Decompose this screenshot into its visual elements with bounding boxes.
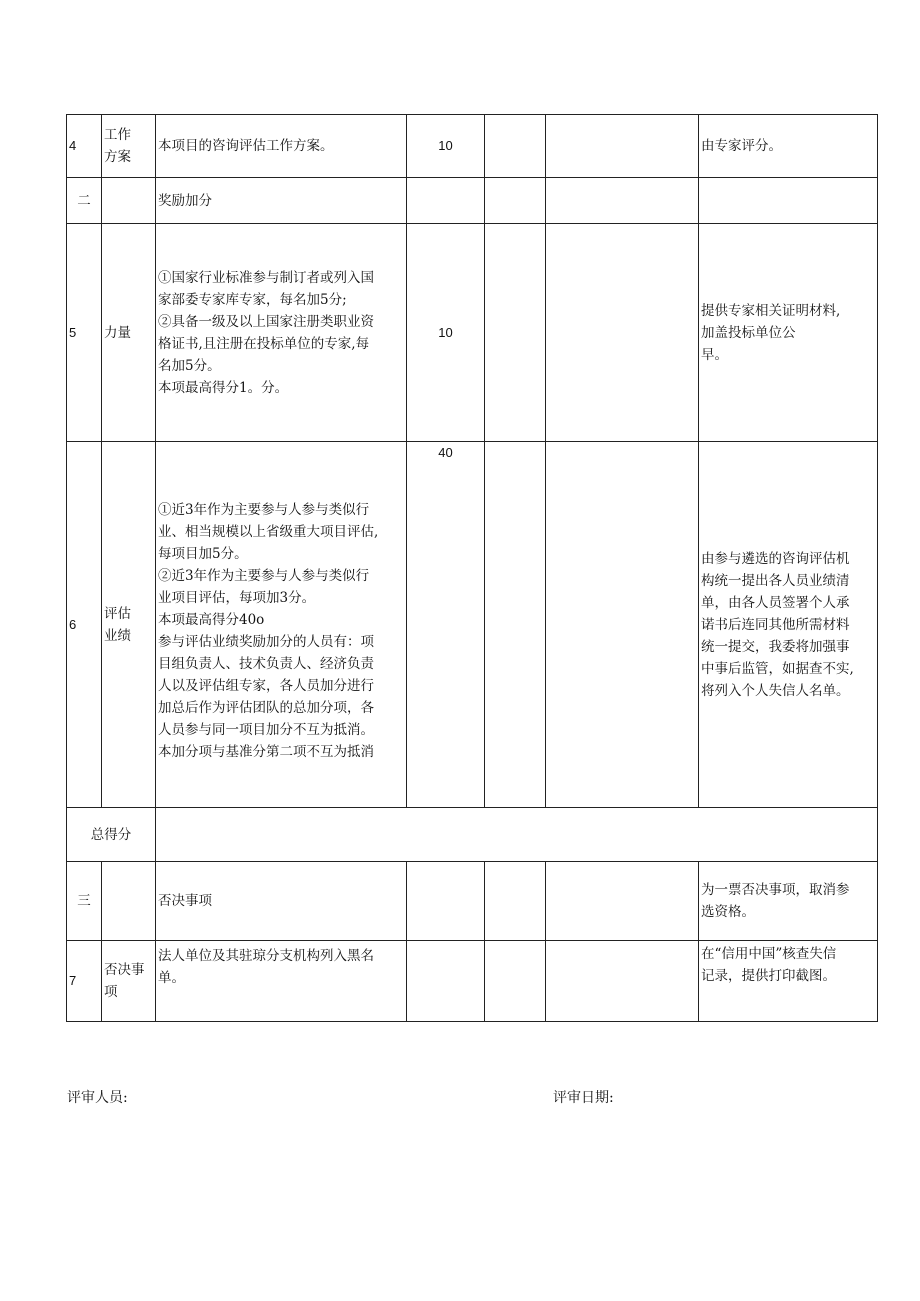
content-cell [156, 941, 407, 1022]
blank-cell [485, 115, 546, 178]
item-line: 方案 [104, 149, 131, 165]
table-row [67, 808, 878, 862]
scoring-table [66, 114, 878, 1022]
content-line: 奖励加分 [158, 192, 212, 209]
content-line: 家部委专家库专家，每名加5分; [158, 291, 347, 308]
blank-cell [485, 178, 546, 224]
row-number: 6 [67, 442, 102, 808]
content-line: 每项目加5分。 [158, 545, 248, 562]
item-line: 评估 [104, 605, 131, 622]
blank-cell [546, 941, 699, 1022]
blank-cell [546, 224, 699, 442]
blank-cell [485, 941, 546, 1022]
row-number: 5 [67, 224, 102, 442]
content-line: ①国家行业标准参与制订者或列入国 [158, 269, 374, 286]
content-line: 本项最高得分1。分。 [158, 379, 289, 396]
item-line: 力量 [104, 324, 131, 341]
table-row [67, 115, 878, 178]
row-number: 4 [67, 115, 102, 178]
content-line: 人员参与同一项目加分不互为抵消。 [158, 721, 374, 738]
section-number: 三 [67, 862, 102, 941]
blank-cell [485, 224, 546, 442]
note-line: 在“信用中国”核查失信 [701, 946, 837, 962]
content-line: 本项目的咨询评估工作方案。 [158, 138, 334, 154]
content-line: 否决事项 [158, 893, 212, 909]
note-line: 单，由各人员签署个人承 [701, 594, 850, 611]
content-line: 人以及评估组专家，各人员加分进行 [158, 677, 374, 694]
note-line: 记录，提供打印截图。 [701, 968, 836, 984]
score-cell: 10 [407, 224, 485, 442]
review-date-label: 评审日期: [553, 1090, 614, 1106]
content-line: 参与评估业绩奖励加分的人员有：项 [158, 633, 374, 650]
note-line: 为一票否决事项，取消参 [701, 882, 850, 898]
item-cell [102, 941, 156, 1022]
content-line: ②近3年作为主要参与人参与类似行 [158, 567, 370, 584]
blank-cell [102, 178, 156, 224]
content-line: ①近3年作为主要参与人参与类似行 [158, 501, 370, 518]
content-cell [156, 442, 407, 808]
score-cell: 40 [407, 442, 485, 808]
content-cell [156, 178, 407, 224]
note-cell [699, 862, 878, 941]
blank-cell [407, 178, 485, 224]
table-row [67, 862, 878, 941]
content-line: 目组负责人、技术负责人、经济负责 [158, 655, 374, 672]
content-cell [156, 115, 407, 178]
item-cell [102, 224, 156, 442]
reviewer-label: 评审人员: [67, 1090, 128, 1106]
note-line: 提供专家相关证明材料, [701, 302, 841, 319]
content-line: 本加分项与基准分第二项不互为抵消 [158, 743, 374, 760]
blank-cell [546, 442, 699, 808]
note-line: 由参与遴选的咨询评估机 [701, 550, 850, 567]
item-line: 工作 [104, 127, 131, 143]
content-line: 格证书,且注册在投标单位的专家,每 [158, 335, 370, 352]
blank-cell [485, 862, 546, 941]
note-line: 将列入个人失信人名单。 [701, 682, 850, 699]
note-line: 加盖投标单位公 [701, 324, 796, 341]
item-line: 否决事 [104, 962, 145, 978]
note-line: 诺书后连同其他所需材料 [701, 616, 850, 633]
table-row [67, 224, 878, 442]
row-number: 7 [67, 941, 102, 1022]
blank-cell [485, 442, 546, 808]
blank-cell [546, 862, 699, 941]
section-number: 二 [67, 178, 102, 224]
content-line: 名加5分。 [158, 357, 221, 374]
content-line: 法人单位及其驻琼分支机构列入黑名 [158, 948, 374, 964]
content-cell [156, 224, 407, 442]
blank-cell [699, 178, 878, 224]
table-row [67, 178, 878, 224]
note-cell [699, 442, 878, 808]
blank-cell [546, 178, 699, 224]
total-label: 总得分 [67, 808, 156, 862]
blank-cell [407, 941, 485, 1022]
note-line: 中事后监管，如据查不实, [701, 660, 854, 677]
note-cell [699, 224, 878, 442]
content-line: 业、相当规模以上省级重大项目评估, [158, 523, 379, 540]
item-cell [102, 115, 156, 178]
content-line: 本项最高得分40o [158, 611, 265, 628]
note-line: 早。 [701, 346, 728, 363]
content-cell [156, 862, 407, 941]
note-line: 统一提交，我委将加强事 [701, 638, 850, 655]
item-cell [102, 442, 156, 808]
note-cell [699, 941, 878, 1022]
note-line: 选资格。 [701, 904, 755, 920]
item-line: 项 [104, 984, 118, 1000]
blank-cell [546, 115, 699, 178]
content-line: 加总后作为评估团队的总加分项，各 [158, 699, 374, 716]
table-row [67, 442, 878, 808]
total-value-cell [156, 808, 878, 862]
note-cell [699, 115, 878, 178]
score-cell: 10 [407, 115, 485, 178]
content-line: 业项目评估，每项加3分。 [158, 589, 316, 606]
note-line: 构统一提出各人员业绩清 [701, 572, 850, 589]
item-line: 业绩 [104, 627, 131, 644]
content-line: ②具备一级及以上国家注册类职业资 [158, 313, 374, 330]
content-line: 单。 [158, 970, 185, 986]
blank-cell [407, 862, 485, 941]
table-row [67, 941, 878, 1022]
note-line: 由专家评分。 [701, 138, 782, 154]
blank-cell [102, 862, 156, 941]
